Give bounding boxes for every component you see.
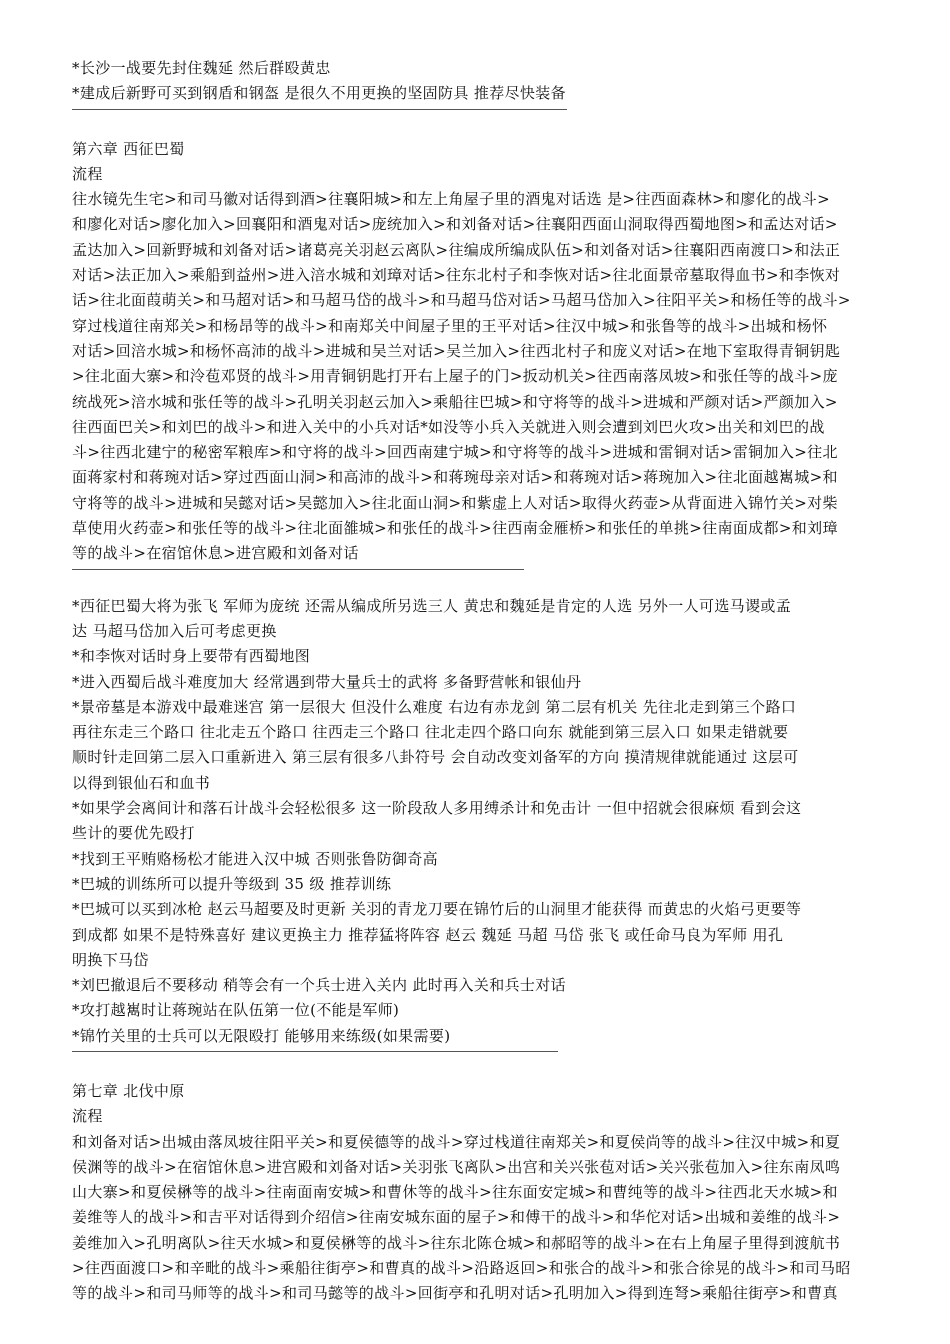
flow-label: 流程: [72, 164, 103, 183]
tip-line: *景帝墓是本游戏中最难迷宫 第一层很大 但没什么难度 右边有赤龙剑 第二层有机关 先往北走到第三个路口: [72, 697, 797, 716]
tip-line: 再往东走三个路口 往北走五个路口 往西走三个路口 往北走四个路口向东 就能到第三层入口 如果走错就要: [72, 723, 789, 742]
chapter-6-flow: [72, 187, 880, 566]
tip-line: *攻打越嶲时让蒋琬站在队伍第一位(不能是军师): [72, 1001, 400, 1020]
tip-line: 达 马超马岱加入后可考虑更换: [72, 621, 277, 640]
note-line: *长沙一战要先封住魏延 然后群殴黄忠: [72, 59, 331, 77]
flow-label: 流程: [72, 1107, 103, 1126]
tip-line: *进入西蜀后战斗难度加大 经常遇到带大量兵士的武将 多备野营帐和银仙丹: [72, 672, 582, 691]
tip-line: *西征巴蜀大将为张飞 军师为庞统 还需从编成所另选三人 黄忠和魏延是肯定的人选 另外一人可选马谡或孟: [72, 596, 792, 615]
flow-line: 孟达加入>回新野城和刘备对话>诸葛亮关羽赵云离队>往编成所编成队伍>和刘备对话>往襄阳西南渡口>和法正: [72, 240, 841, 259]
tip-line: *找到王平贿赂杨松才能进入汉中城 否则张鲁防御奇高: [72, 849, 439, 868]
chapter-6: [72, 137, 880, 1052]
tip-line: 以得到银仙石和血书: [72, 773, 211, 792]
tip-line: *巴城可以买到冰枪 赵云马超要及时更新 关羽的青龙刀要在锦竹后的山洞里才能获得 而黄忠的火焰弓更要等: [72, 900, 802, 919]
chapter-7: [72, 1079, 880, 1307]
flow-line: 往西面巴关>和刘巴的战斗>和进入关中的小兵对话*如没等小兵入关就进入则会遭到刘巴火攻>出关和刘巴的战: [72, 417, 825, 436]
flow-line: 姜维等人的战斗>和吉平对话得到介绍信>往南安城东面的屋子>和傅干的战斗>和华佗对话>出城和姜维的战斗>: [72, 1208, 841, 1227]
flow-line: 姜维加入>孔明离队>往天水城>和夏侯楙等的战斗>往东北陈仓城>和郝昭等的战斗>在右上角屋子里得到渡航书: [72, 1233, 841, 1252]
flow-line: >往西面渡口>和辛毗的战斗>乘船往街亭>和曹真的战斗>沿路返回>和张合的战斗>和张合徐晃的战斗>和司马昭: [72, 1259, 851, 1278]
flow-line: 等的战斗>和司马师等的战斗>和司马懿等的战斗>回街亭和孔明对话>孔明加入>得到连弩>乘船往街亭>和曹真: [72, 1284, 838, 1303]
document-page: [72, 56, 880, 1307]
flow-line: 和刘备对话>出城由落凤坡往阳平关>和夏侯德等的战斗>穿过栈道往南郑关>和夏侯尚等的战斗>往汉中城>和夏: [72, 1132, 841, 1151]
flow-line: 草使用火药壶>和张任等的战斗>往北面雒城>和张任的战斗>往西南金雁桥>和张任的单挑>往南面成都>和刘璋: [72, 519, 838, 538]
flow-line: 侯渊等的战斗>在宿馆休息>进宫殿和刘备对话>关羽张飞离队>出宫和关兴张苞对话>关兴张苞加入>往东南凤鸣: [72, 1157, 841, 1176]
tip-line: *如果学会离间计和落石计战斗会轻松很多 这一阶段敌人多用缚杀计和免击计 一但中招就会很麻烦 看到会这: [72, 799, 802, 818]
flow-line: 对话>法正加入>乘船到益州>进入涪水城和刘璋对话>往东北村子和李恢对话>往北面景帝墓取得血书>和李恢对: [72, 266, 841, 285]
chapter-title: 第七章 北伐中原: [72, 1081, 185, 1100]
chapter-7-flow: [72, 1130, 880, 1307]
flow-line: 统战死>涪水城和张任等的战斗>孔明关羽赵云加入>乘船往巴城>和守将等的战斗>进城和严颜对话>严颜加入>: [72, 392, 838, 411]
tip-line: *巴城的训练所可以提升等级到 35 级 推荐训练: [72, 874, 392, 893]
flow-line: >往北面大寨>和泠苞邓贤的战斗>用青铜钥匙打开右上屋子的门>扳动机关>往西南落凤坡>和张任等的战斗>庞: [72, 367, 838, 386]
tip-line: 明换下马岱: [72, 950, 149, 969]
flow-line: 往水镜先生宅>和司马徽对话得到酒>往襄阳城>和左上角屋子里的酒鬼对话选 是>往西面森林>和廖化的战斗>: [72, 190, 831, 209]
flow-line: 话>往北面葭萌关>和马超对话>和马超马岱的战斗>和马超马岱对话>马超马岱加入>往阳平关>和杨任等的战斗>: [72, 291, 851, 310]
flow-line: 面蒋家村和蒋琬对话>穿过西面山洞>和高沛的战斗>和蒋琬母亲对话>和蒋琬对话>蒋琬加入>往北面越嶲城>和: [72, 468, 838, 487]
chapter-title: 第六章 西征巴蜀: [72, 139, 185, 158]
flow-line: 和廖化对话>廖化加入>回襄阳和酒鬼对话>庞统加入>和刘备对话>往襄阳西面山洞取得西蜀地图>和孟达对话>: [72, 215, 838, 234]
tip-line: 些计的要优先殴打: [72, 824, 195, 843]
flow-line: 等的战斗>在宿馆休息>进宫殿和刘备对话: [72, 544, 359, 563]
flow-line: 山大寨>和夏侯楙等的战斗>往南面南安城>和曹休等的战斗>往东面安定城>和曹纯等的战斗>往西北天水城>和: [72, 1183, 838, 1202]
chapter-6-tips: [72, 594, 880, 1049]
flow-line: 对话>回涪水城>和杨怀高沛的战斗>进城和吴兰对话>吴兰加入>往西北村子和庞义对话>在地下室取得青铜钥匙: [72, 341, 841, 360]
tip-line: *和李恢对话时身上要带有西蜀地图: [72, 647, 311, 666]
tip-line: *刘巴撤退后不要移动 稍等会有一个兵士进入关内 此时再入关和兵士对话: [72, 976, 566, 995]
tip-line: 到成都 如果不是特殊喜好 建议更换主力 推荐猛将阵容 赵云 魏延 马超 马岱 张飞 或任命马良为军师 用孔: [72, 925, 784, 944]
flow-line: 穿过栈道往南郑关>和杨昂等的战斗>和南郑关中间屋子里的王平对话>往汉中城>和张鲁等的战斗>出城和杨怀: [72, 316, 828, 335]
flow-line: 斗>往西北建宁的秘密军粮库>和守将的战斗>回西南建宁城>和守将等的战斗>进城和雷铜对话>雷铜加入>往北: [72, 443, 838, 462]
note-line: *建成后新野可买到钢盾和钢盔 是很久不用更换的坚固防具 推荐尽快装备: [72, 84, 566, 103]
flow-line: 守将等的战斗>进城和吴懿对话>吴懿加入>往北面山洞>和紫虚上人对话>取得火药壶>从背面进入锦竹关>对柴: [72, 493, 838, 512]
tip-line: *锦竹关里的士兵可以无限殴打 能够用来练级(如果需要): [72, 1026, 451, 1045]
tip-line: 顺时针走回第二层入口重新进入 第三层有很多八卦符号 会自动改变刘备军的方向 摸清规律就能通过 这层可: [72, 748, 799, 767]
intro-notes: [72, 56, 880, 107]
